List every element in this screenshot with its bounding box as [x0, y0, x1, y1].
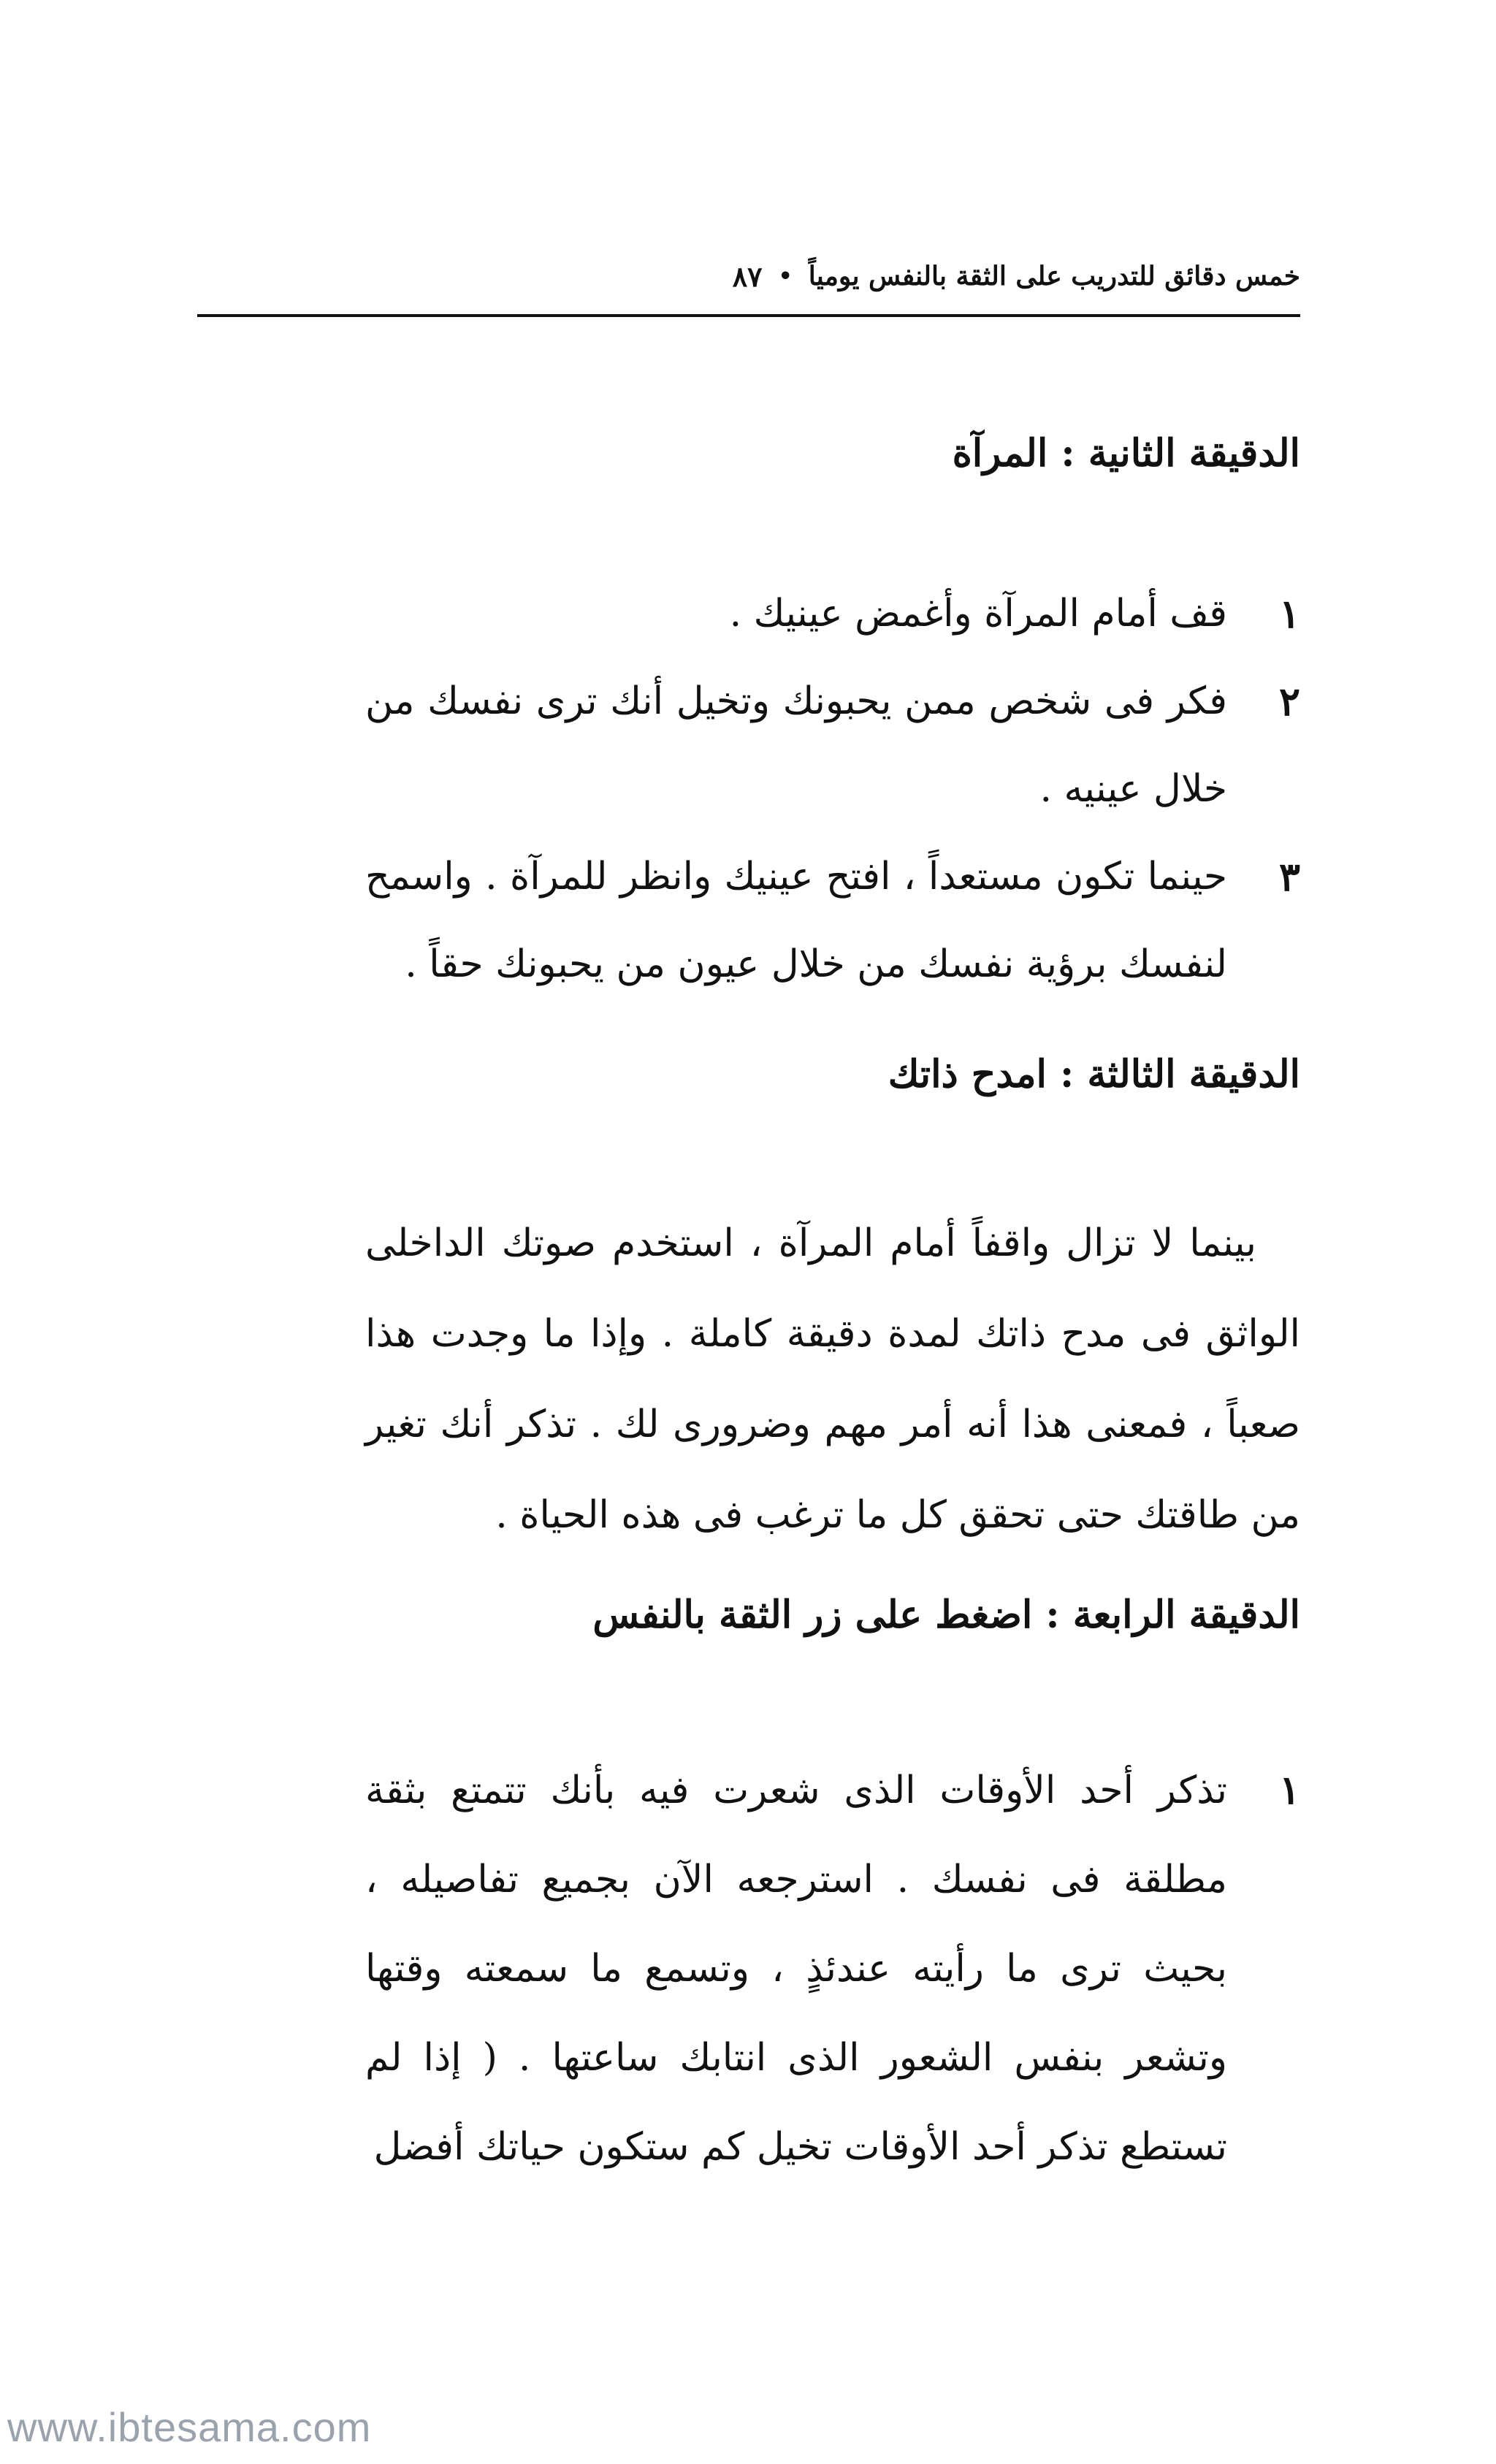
section-heading-praise: الدقيقة الثالثة : امدح ذاتك — [888, 1052, 1300, 1096]
list-item-number: ٢ — [1278, 678, 1300, 725]
list-item-number: ١ — [1278, 590, 1300, 637]
list-item-text: حينما تكون مستعداً ، افتح عينيك وانظر للمرآة . واسمح لنفسك برؤية نفسك من خلال عيون من يحبونك حقاً . — [365, 855, 1227, 986]
running-header-title: خمس دقائق للتدريب على الثقة بالنفس يومياً — [808, 261, 1300, 291]
watermark: www.ibtesama.com — [7, 2404, 372, 2450]
list-item-number: ٣ — [1278, 853, 1300, 900]
list-item-number: ١ — [1278, 1766, 1300, 1813]
section-heading-mirror: الدقيقة الثانية : المرآة — [952, 431, 1300, 476]
header-bullet: • — [778, 263, 793, 289]
page-number: ٨٧ — [732, 259, 763, 293]
list-item — [365, 833, 1300, 1008]
running-header — [197, 247, 1300, 305]
list-item-text: تذكر أحد الأوقات الذى شعرت فيه بأنك تتمتع بثقة مطلقة فى نفسك . استرجعه الآن بجميع تفاصيله ، بحيث ترى ما رأيته عندئذٍ ، وتسمع ما سمعته وقتها وتشعر بنفس الشعور الذى انتابك ساعتها . ( إذا لم تستطع تذكر أحد الأوقات تخيل كم ستكون حياتك أفضل — [365, 1769, 1227, 2169]
list-item-text: فكر فى شخص ممن يحبونك وتخيل أنك ترى نفسك من خلال عينيه . — [365, 679, 1227, 811]
list-item — [365, 1746, 1300, 2192]
list-item — [365, 570, 1300, 657]
section-heading-confidence-button: الدقيقة الرابعة : اضغط على زر الثقة بالنفس — [592, 1593, 1300, 1637]
list-item — [365, 657, 1300, 833]
paragraph: بينما لا تزال واقفاً أمام المرآة ، استخدم صوتك الداخلى الواثق فى مدح ذاتك لمدة دقيقة كاملة . وإذا ما وجدت هذا صعباً ، فمعنى هذا أنه أمر مهم وضرورى لك . تذكر أنك تغير من طاقتك حتى تحقق كل ما ترغب فى هذه الحياة . — [365, 1221, 1300, 1537]
header-divider — [197, 314, 1300, 317]
list-item-text: قف أمام المرآة وأغمض عينيك . — [729, 592, 1227, 636]
